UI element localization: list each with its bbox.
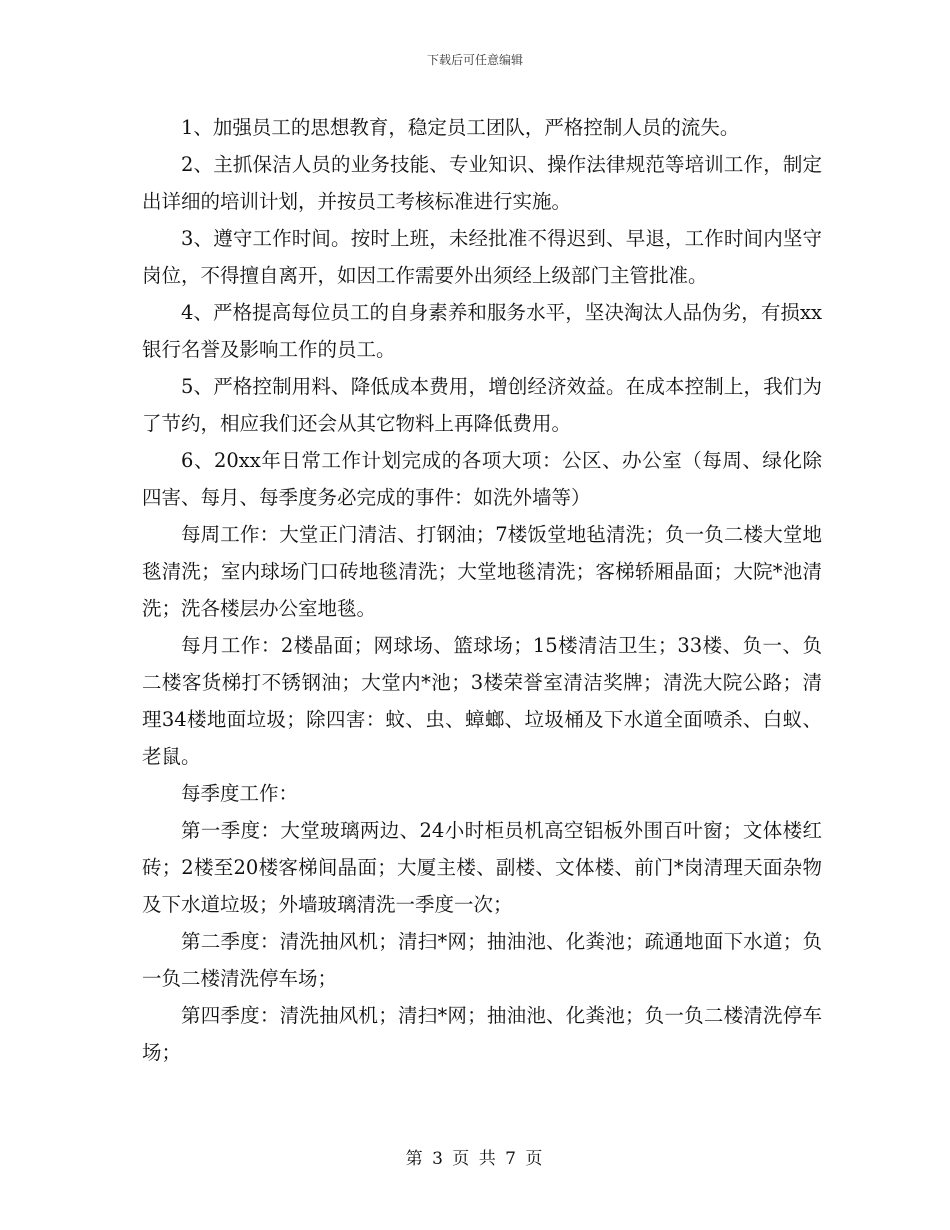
paragraph-weekly-work: 每周工作：大堂正门清洁、打钢油；7楼饭堂地毡清洗；负一负二楼大堂地毯清洗；室内球场门口砖地毯清洗；大堂地毯清洗；客梯轿厢晶面；大院*池清洗；洗各楼层办公室地毯。 — [142, 523, 822, 620]
paragraph-2: 2、主抓保洁人员的业务技能、专业知识、操作法律规范等培训工作，制定出详细的培训计划，并按员工考核标准进行实施。 — [142, 153, 822, 213]
page-header: 下载后可任意编辑 — [426, 53, 523, 67]
paragraph-q1: 第一季度：大堂玻璃两边、24小时柜员机高空铝板外围百叶窗；文体楼红砖；2楼至20楼客梯间晶面；大厦主楼、副楼、文体楼、前门*岗清理天面杂物及下水道垃圾；外墙玻璃清洗一季度一次； — [142, 819, 822, 916]
paragraph-5: 5、严格控制用料、降低成本费用，增创经济效益。在成本控制上，我们为了节约，相应我们还会从其它物料上再降低费用。 — [142, 375, 822, 435]
paragraph-3: 3、遵守工作时间。按时上班，未经批准不得迟到、早退，工作时间内坚守岗位，不得擅自离开，如因工作需要外出须经上级部门主管批准。 — [142, 227, 822, 287]
paragraph-6: 6、20xx年日常工作计划完成的各项大项：公区、办公室（每周、绿化除四害、每月、每季度务必完成的事件：如洗外墙等） — [142, 449, 822, 509]
paragraph-q2: 第二季度：清洗抽风机；清扫*网；抽油池、化粪池；疏通地面下水道；负一负二楼清洗停车场； — [142, 930, 822, 990]
paragraph-monthly-work: 每月工作：2楼晶面；网球场、篮球场；15楼清洁卫生；33楼、负一、负二楼客货梯打不锈钢油；大堂内*池；3楼荣誉室清洁奖牌；清洗大院公路；清理34楼地面垃圾；除四害：蚊、虫、蟑螂、垃圾桶及下水道全面喷杀、白蚁、老鼠。 — [142, 634, 822, 768]
document-body — [142, 109, 822, 1071]
page-footer: 第 3 页 共 7 页 — [405, 1149, 545, 1169]
paragraph-4: 4、严格提高每位员工的自身素养和服务水平，坚决淘汰人品伪劣，有损xx银行名誉及影响工作的员工。 — [142, 301, 822, 361]
paragraph-1: 1、加强员工的思想教育，稳定员工团队，严格控制人员的流失。 — [181, 116, 740, 139]
paragraph-q4: 第四季度：清洗抽风机；清扫*网；抽油池、化粪池；负一负二楼清洗停车场； — [142, 1004, 822, 1064]
paragraph-quarterly-heading: 每季度工作： — [181, 782, 299, 805]
